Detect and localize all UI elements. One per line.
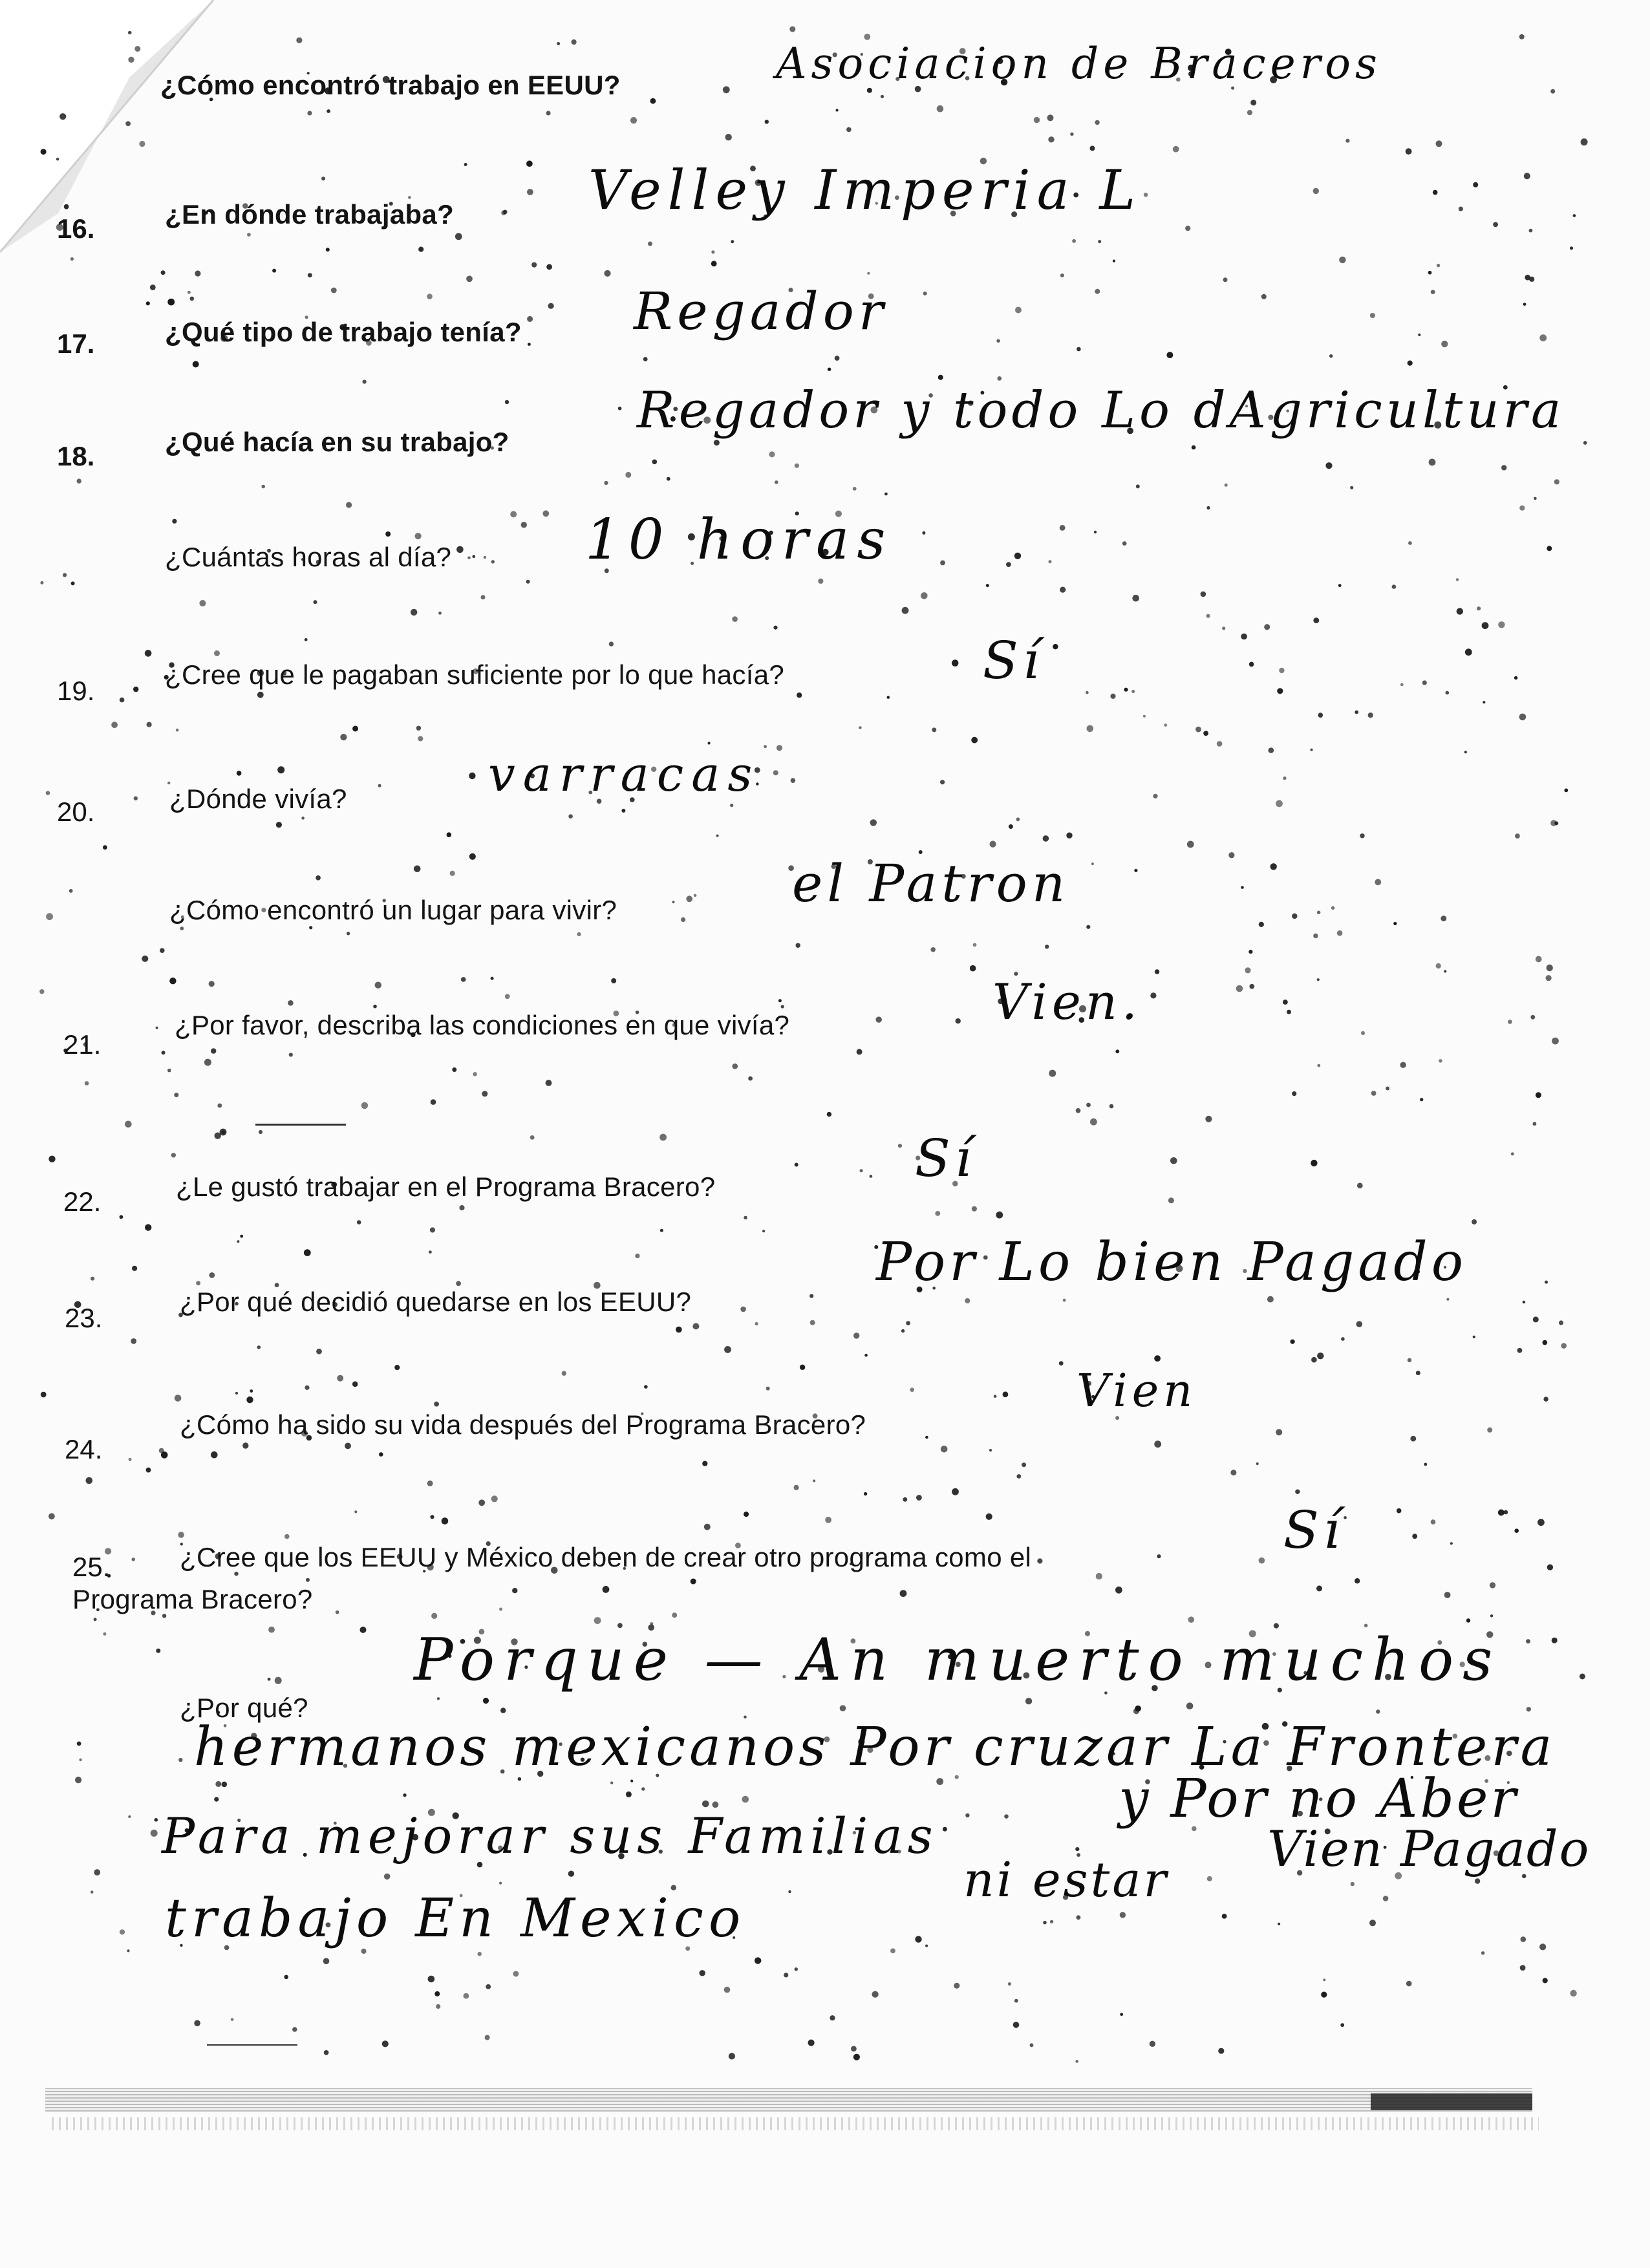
question-number-17: 17. — [57, 328, 95, 359]
question-where-lived: ¿Dónde vivía? — [169, 784, 347, 814]
question-number-18: 18. — [57, 441, 95, 471]
question-liked-program: ¿Le gustó trabajar en el Programa Bracero? — [176, 1171, 716, 1202]
answer-how-found-work: Asociacion de Braceros — [776, 39, 1382, 89]
answer-liked-program: Sí — [915, 1128, 976, 1188]
question-life-after-program: ¿Cómo ha sido su vida después del Programa Bracero? — [180, 1409, 866, 1440]
answer-paid-enough: Sí — [983, 630, 1044, 690]
footer-dash — [207, 2044, 297, 2046]
answer-life-after-program: Vien — [1077, 1364, 1197, 1417]
separator-dash — [255, 1124, 346, 1126]
answer-why-stayed: Por Lo bien Pagado — [876, 1232, 1468, 1293]
question-where-worked: ¿En dónde trabajaba? — [165, 199, 455, 230]
scan-edge-speckle — [52, 2117, 1539, 2130]
question-living-conditions: ¿Por favor, describa las condiciones en que vivía? — [175, 1010, 790, 1040]
question-number-23: 23. — [65, 1303, 103, 1333]
question-number-16: 16. — [57, 213, 95, 244]
answer-living-conditions: Vien. — [992, 973, 1142, 1031]
question-job-type: ¿Qué tipo de trabajo tenía? — [165, 317, 522, 347]
answer-how-found-housing: el Patron — [792, 853, 1070, 914]
answer-why-line-3: y Por no Aber — [1119, 1768, 1519, 1830]
question-new-program-continuation: Programa Bracero? — [72, 1584, 313, 1614]
answer-why-line-6: ni estar — [963, 1852, 1169, 1908]
question-job-tasks: ¿Qué hacía en su trabajo? — [165, 427, 509, 457]
answer-why-line-5: Vien Pagado — [1267, 1820, 1591, 1878]
answer-why-line-2: hermanos mexicanos Por cruzar La Frontera — [194, 1717, 1556, 1778]
answer-why-line-4: Para mejorar sus Familias — [162, 1807, 938, 1865]
scan-edge-band — [45, 2088, 1532, 2112]
question-why-stayed: ¿Por qué decidió quedarse en los EEUU? — [180, 1287, 692, 1317]
question-hours-per-day: ¿Cuántas horas al día? — [165, 542, 452, 572]
question-number-21: 21. — [63, 1029, 102, 1060]
question-how-found-housing: ¿Cómo encontró un lugar para vivir? — [169, 895, 617, 925]
answer-hours-per-day: 10 horas — [585, 508, 894, 572]
question-why: ¿Por qué? — [180, 1693, 308, 1723]
answer-new-program: Sí — [1283, 1500, 1345, 1560]
answer-why-line-1: Porque — An muerto muchos — [414, 1626, 1502, 1694]
answer-job-type: Regador — [634, 281, 888, 341]
answer-where-lived: varracas — [488, 747, 760, 802]
question-number-24: 24. — [65, 1434, 103, 1464]
question-number-25: 25. — [72, 1552, 111, 1582]
question-how-found-work: ¿Cómo encontró trabajo en EEUU? — [160, 70, 621, 100]
question-number-22: 22. — [63, 1186, 102, 1217]
question-number-20: 20. — [57, 797, 95, 827]
question-paid-enough: ¿Cree que le pagaban suficiente por lo que hacía? — [165, 659, 785, 690]
question-number-19: 19. — [57, 676, 95, 706]
answer-where-worked: Velley Imperia L — [588, 158, 1142, 222]
question-new-program: ¿Cree que los EEUU y México deben de crear otro programa como el — [180, 1542, 1032, 1572]
scan-edge-dark-mark — [1371, 2093, 1532, 2110]
answer-why-line-7: trabajo En Mexico — [165, 1888, 746, 1949]
answer-job-tasks: Regador y todo Lo dAgricultura — [637, 381, 1565, 440]
